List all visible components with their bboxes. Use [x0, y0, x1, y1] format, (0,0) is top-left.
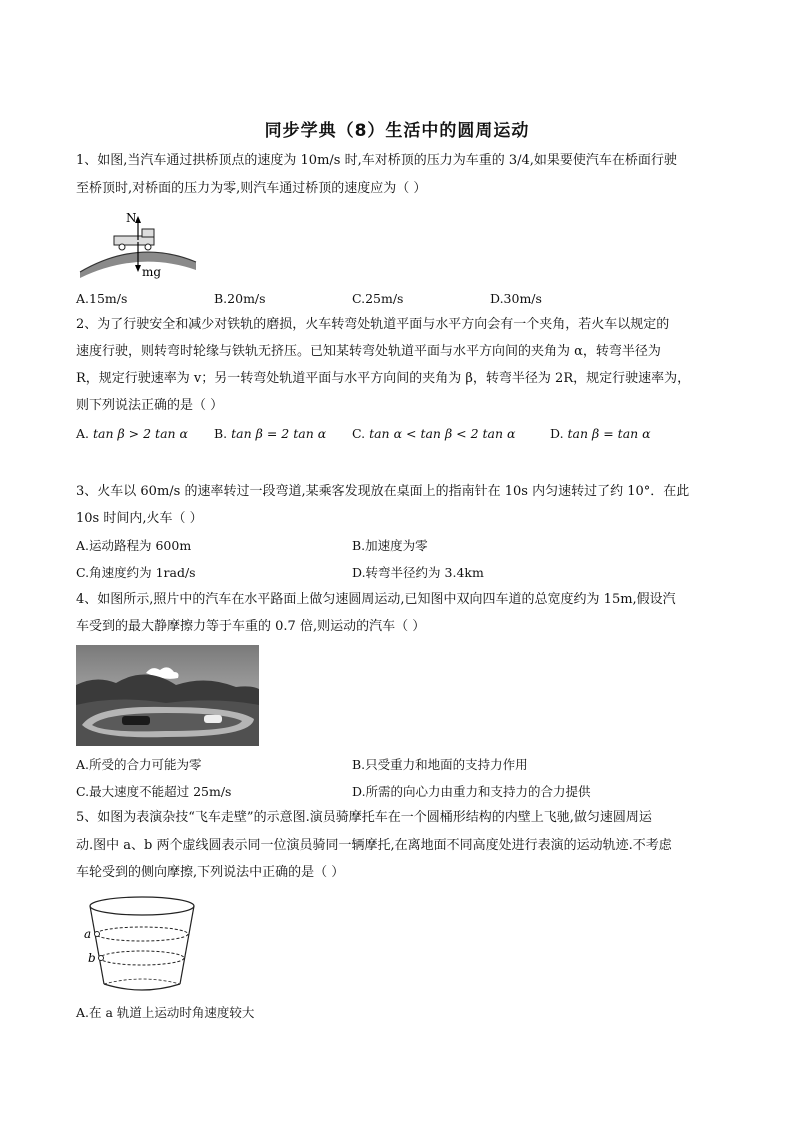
- q2-line-2: 速度行驶，则转弯时轮缘与铁轨无挤压。已知某转弯处轨道平面与水平方向间的夹角为 α，转弯半径为: [76, 344, 661, 359]
- bucket-left-wall: [90, 906, 104, 984]
- q4-line-1: 4、如图所示,照片中的汽车在水平路面上做匀速圆周运动,已知图中双向四车道的总宽度约为 15m,假设汽: [76, 592, 676, 607]
- q4-option-c[interactable]: C.最大速度不能超过 25m/s: [76, 784, 232, 799]
- q4-option-b[interactable]: B.只受重力和地面的支持力作用: [352, 757, 528, 772]
- q5-option-a[interactable]: A.在 a 轨道上运动时角速度较大: [76, 1005, 255, 1020]
- car-wheel-rear: [119, 244, 125, 250]
- q1-line-1: 1、如图,当汽车通过拱桥顶点的速度为 10m/s 时,车对桥顶的压力为车重的 3/4,如果要使汽车在桥面行驶: [76, 153, 677, 168]
- q3-line-1: 3、火车以 60m/s 的速率转过一段弯道,某乘客发现放在桌面上的指南针在 10s 内匀速转过了约 10°．在此: [76, 484, 690, 499]
- label-a: a: [84, 927, 92, 941]
- q1-line-2: 至桥顶时,对桥面的压力为零,则汽车通过桥顶的速度应为（ ）: [76, 181, 427, 196]
- q2-option-a[interactable]: [76, 425, 188, 443]
- option-formula: tan β > 2 tan α: [92, 426, 188, 441]
- car-wheel-front: [145, 244, 151, 250]
- q3-option-b[interactable]: B.加速度为零: [352, 538, 428, 553]
- track-a-circle: [96, 927, 188, 941]
- bucket-top-rim: [90, 897, 194, 915]
- rider-b-marker: [99, 956, 104, 961]
- photo-car-dark: [122, 716, 150, 725]
- q4-option-d[interactable]: D.所需的向心力由重力和支持力的合力提供: [352, 784, 591, 799]
- rider-a-marker: [95, 932, 100, 937]
- car-cab: [142, 229, 154, 237]
- q4-option-a[interactable]: A.所受的合力可能为零: [76, 757, 202, 772]
- label-mg: mg: [142, 265, 162, 279]
- q3-option-d[interactable]: D.转弯半径约为 3.4km: [352, 565, 484, 580]
- q3-line-2: 10s 时间内,火车（ ）: [76, 511, 203, 526]
- photo-car-light: [204, 715, 222, 723]
- gravity-arrowhead: [135, 265, 141, 272]
- bucket-right-wall: [180, 906, 194, 984]
- option-formula: tan α < tan β < 2 tan α: [369, 426, 516, 441]
- q2-option-b[interactable]: [214, 425, 326, 443]
- q3-option-a[interactable]: A.运动路程为 600m: [76, 538, 192, 553]
- q4-line-2: 车受到的最大静摩擦力等于车重的 0.7 倍,则运动的汽车（ ）: [76, 619, 426, 634]
- option-letter: B.: [214, 426, 232, 441]
- q2-option-c[interactable]: [352, 425, 515, 443]
- track-b-circle: [100, 951, 184, 965]
- page-title: 同步学典（8）生活中的圆周运动: [264, 121, 530, 141]
- q2-line-1: 2、为了行驶安全和减少对铁轨的磨损，火车转弯处轨道平面与水平方向会有一个夹角，若火车以规定的: [76, 317, 670, 332]
- option-letter: A.: [76, 426, 93, 441]
- road-photo: [76, 645, 259, 746]
- option-letter: C.: [352, 426, 370, 441]
- wall-of-death-figure: [80, 894, 200, 996]
- option-letter: D.: [550, 426, 568, 441]
- option-formula: tan β = 2 tan α: [231, 426, 327, 441]
- q1-option-d[interactable]: D.30m/s: [490, 291, 542, 306]
- q2-option-d[interactable]: [550, 425, 651, 443]
- q2-line-3: R，规定行驶速率为 v；另一转弯处轨道平面与水平方向间的夹角为 β，转弯半径为 2R，规定行驶速率为，: [76, 371, 691, 386]
- q5-line-3: 车轮受到的侧向摩擦,下列说法中正确的是（ ）: [76, 865, 345, 880]
- q5-line-2: 动.图中 a、b 两个虚线圆表示同一位演员骑同一辆摩托,在离地面不同高度处进行表演的运动轨迹.不考虑: [76, 838, 672, 853]
- bridge-figure: [78, 210, 198, 280]
- q2-line-4: 则下列说法正确的是（ ）: [76, 398, 224, 413]
- label-b: b: [88, 951, 96, 965]
- q1-option-c[interactable]: C.25m/s: [352, 291, 404, 306]
- q1-option-a[interactable]: A.15m/s: [76, 291, 128, 306]
- q5-line-1: 5、如图为表演杂技“飞车走壁”的示意图.演员骑摩托车在一个圆桶形结构的内壁上飞驰,做匀速圆周运: [76, 810, 652, 825]
- q1-option-b[interactable]: B.20m/s: [214, 291, 266, 306]
- option-formula: tan β = tan α: [567, 426, 651, 441]
- bucket-bottom: [104, 984, 180, 990]
- label-n: N: [126, 211, 137, 225]
- q3-option-c[interactable]: C.角速度约为 1rad/s: [76, 565, 196, 580]
- bucket-bottom-back: [104, 979, 180, 984]
